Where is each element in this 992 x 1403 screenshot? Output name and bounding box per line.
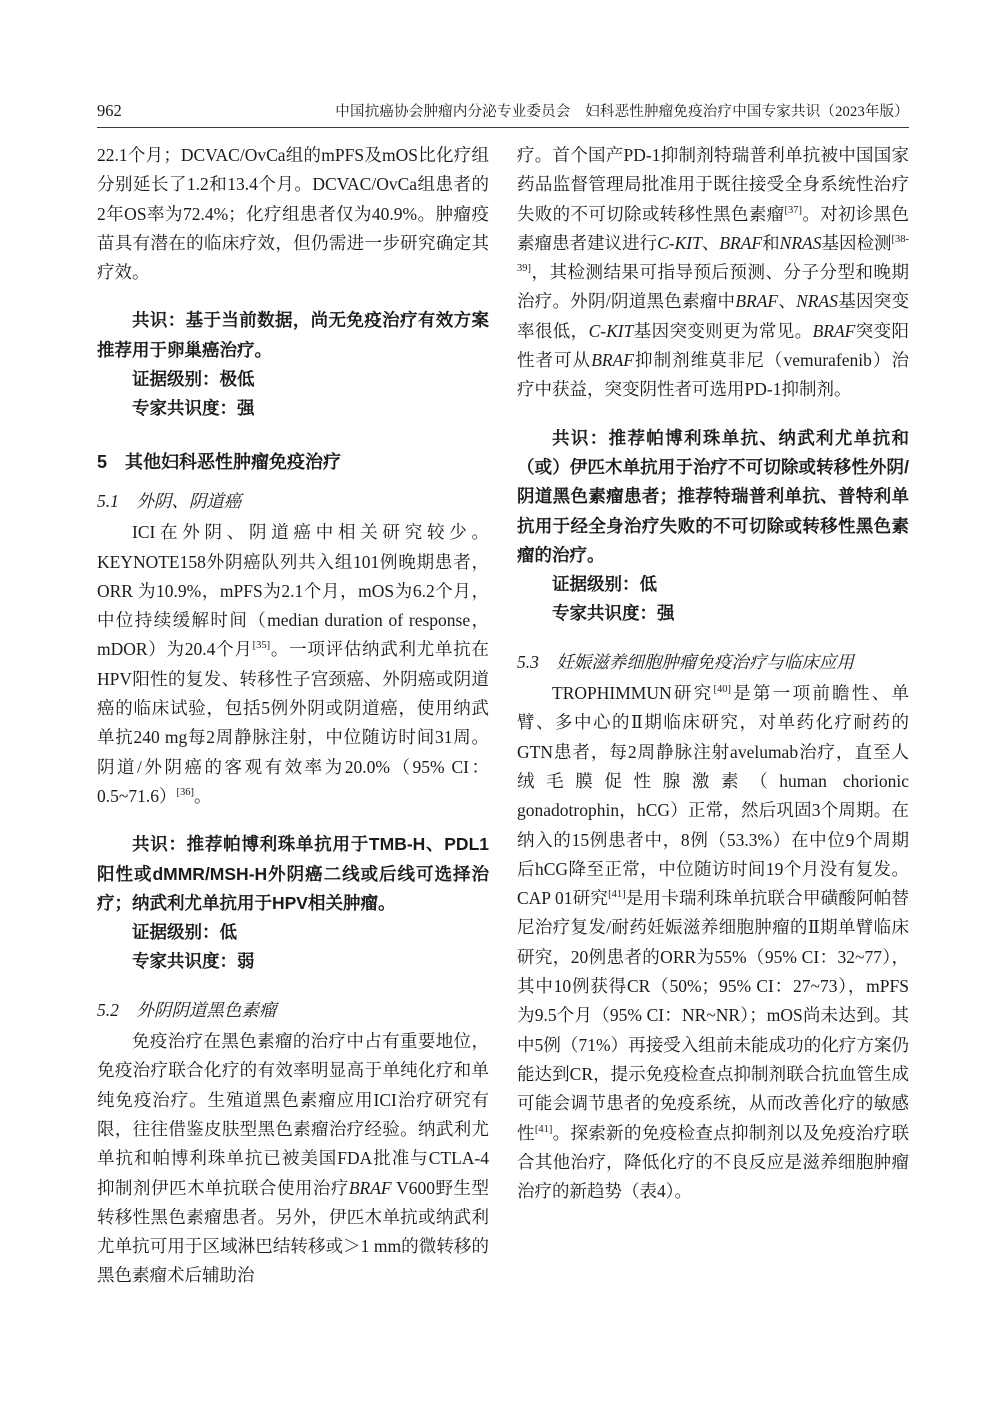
reference-superscript: [38-39] <box>517 234 910 275</box>
consensus-block-vulvar <box>97 830 489 976</box>
gene-name-italic: NRAS <box>779 232 822 253</box>
page-header <box>97 100 909 128</box>
subsection-heading-5-3: 5.3 妊娠滋养细胞肿瘤免疫治疗与临床应用 <box>517 651 854 672</box>
gene-name-italic: BRAF <box>591 350 634 371</box>
right-column <box>517 141 909 1291</box>
gene-name-italic: C-KIT <box>588 320 634 341</box>
reference-superscript: [37] <box>784 204 802 216</box>
paragraph-melanoma-continued: 疗。首个国产PD-1抑制剂特瑞普利单抗被中国国家药品监督管理局批准用于既往接受全身系统性治疗失败的不可切除或转移性黑色素瘤[37]。对初诊黑色素瘤患者建议进行C-KIT、BRAF和NRAS基因检测[38-39]，其检测结果可指导预后预测、分子分型和晚期治疗。外阴/阴道黑色素瘤中BRAF、NRAS基因突变率很低，C-KIT基因突变则更为常见。BRAF突变阳性者可从BRAF抑制剂维莫非尼（vemurafenib）治疗中获益，突变阴性者可选用PD-1抑制剂。 <box>517 145 910 400</box>
evidence-level: 证据级别：低 <box>132 922 237 943</box>
evidence-level: 证据级别：极低 <box>132 369 255 390</box>
page-content <box>97 0 909 1291</box>
consensus-body: 共识：推荐帕博利珠单抗用于TMB-H、PDL1阳性或dMMR/MSH-H外阴癌二线或后线可选择治疗；纳武利尤单抗用于HPV相关肿瘤。 <box>97 834 489 913</box>
gene-name-italic: C-KIT <box>657 232 702 253</box>
expert-consensus-degree: 专家共识度：强 <box>132 398 255 419</box>
gene-name-italic: NRAS <box>796 291 838 312</box>
reference-superscript: [40] <box>713 684 731 696</box>
consensus-body: 共识：推荐帕博利珠单抗、纳武利尤单抗和（或）伊匹木单抗用于治疗不可切除或转移性外阴/阴道黑色素瘤患者；推荐特瑞普利单抗、普特利单抗用于经全身治疗失败的不可切除或转移性黑色素瘤的治疗。 <box>517 427 909 565</box>
reference-superscript: [35] <box>252 640 271 652</box>
reference-superscript: [41] <box>534 1123 553 1135</box>
consensus-body: 共识：基于当前数据，尚无免疫治疗有效方案推荐用于卵巢癌治疗。 <box>97 310 489 360</box>
reference-superscript: [41] <box>608 889 626 901</box>
expert-consensus-degree: 专家共识度：弱 <box>132 951 255 972</box>
gene-name-italic: BRAF <box>348 1177 392 1198</box>
gene-name-italic: BRAF <box>719 232 763 253</box>
evidence-level: 证据级别：低 <box>552 574 657 595</box>
paragraph-melanoma: 免疫治疗在黑色素瘤的治疗中占有重要地位，免疫治疗联合化疗的有效率明显高于单纯化疗和单纯免疫治疗。生殖道黑色素瘤应用ICI治疗研究有限，往往借鉴皮肤型黑色素瘤治疗经验。纳武利尤单抗和帕博利珠单抗已被美国FDA批准与CTLA-4抑制剂伊匹木单抗联合使用治疗BRAF V600野生型转移性黑色素瘤患者。另外，伊匹木单抗或纳武利尤单抗可用于区域淋巴结转移或＞1 mm的微转移的黑色素瘤术后辅助治 <box>97 1031 490 1286</box>
page-number: 962 <box>97 101 122 120</box>
gene-name-italic: BRAF <box>812 320 856 341</box>
left-column <box>97 141 489 1291</box>
paragraph-vulvar-vaginal: ICI在外阴、阴道癌中相关研究较少。KEYNOTE158外阴癌队列共入组101例晚期患者，ORR 为10.9%，mPFS为2.1个月，mOS为6.2个月，中位持续缓解时间（median duration of response，mDOR）为20.4个月[35]。一项评估纳武利尤单抗在HPV阳性的复发、转移性子宫颈癌、外阴癌或阴道癌的临床试验，包括5例外阴或阴道癌，使用纳武单抗240 mg每2周静脉注射，中位随访时间31周。阴道/外阴癌的客观有效率为20.0%（95% CI：0.5~71.6）[36]。 <box>97 522 489 806</box>
paragraph-gtn: TROPHIMMUN研究[40]是第一项前瞻性、单臂、多中心的Ⅱ期临床研究，对单药化疗耐药的GTN患者，每2周静脉注射avelumab治疗，直至人绒毛膜促性腺激素（human chorionic gonadotrophin，hCG）正常，然后巩固3个周期。在纳入的15例患者中，8例（53.3%）在中位9个周期后hCG降至正常，中位随访时间19个月没有复发。CAP 01研究[41]是用卡瑞利珠单抗联合甲磺酸阿帕替尼治疗复发/耐药妊娠滋养细胞肿瘤的Ⅱ期单臂临床研究，20例患者的ORR为55%（95% CI：32~77），其中10例获得CR（50%；95% CI：27~73），mPFS为9.5个月（95% CI：NR~NR）；mOS尚未达到。其中5例（71%）再接受入组前未能成功的化疗方案仍能达到CR，提示免疫检查点抑制剂联合抗血管生成可能会调节患者的免疫系统，从而改善化疗的敏感性[41]。探索新的免疫检查点抑制剂以及免疫治疗联合其他治疗，降低化疗的不良反应是滋养细胞肿瘤治疗的新趋势（表4）。 <box>517 683 910 1202</box>
gene-name-italic: BRAF <box>735 291 779 312</box>
reference-superscript: [36] <box>176 787 194 799</box>
consensus-block-melanoma <box>517 424 909 629</box>
two-column-layout <box>97 141 909 1291</box>
running-head-title: 中国抗癌协会肿瘤内分泌专业委员会 妇科恶性肿瘤免疫治疗中国专家共识（2023年版） <box>335 104 909 120</box>
paragraph-ovarian-vaccine: 22.1个月；DCVAC/OvCa组的mPFS及mOS比化疗组分别延长了1.2和13.4个月。DCVAC/OvCa组患者的2年OS率为72.4%；化疗组患者仅为40.9%。肿瘤疫苗具有潜在的临床疗效，但仍需进一步研究确定其疗效。 <box>97 145 489 283</box>
subsection-heading-5-1: 5.1 外阴、阴道癌 <box>97 490 242 511</box>
subsection-heading-5-2: 5.2 外阴阴道黑色素瘤 <box>97 999 277 1020</box>
section-heading-5: 5 其他妇科恶性肿瘤免疫治疗 <box>97 451 342 472</box>
expert-consensus-degree: 专家共识度：强 <box>552 603 675 624</box>
consensus-block-ovarian <box>97 306 489 423</box>
